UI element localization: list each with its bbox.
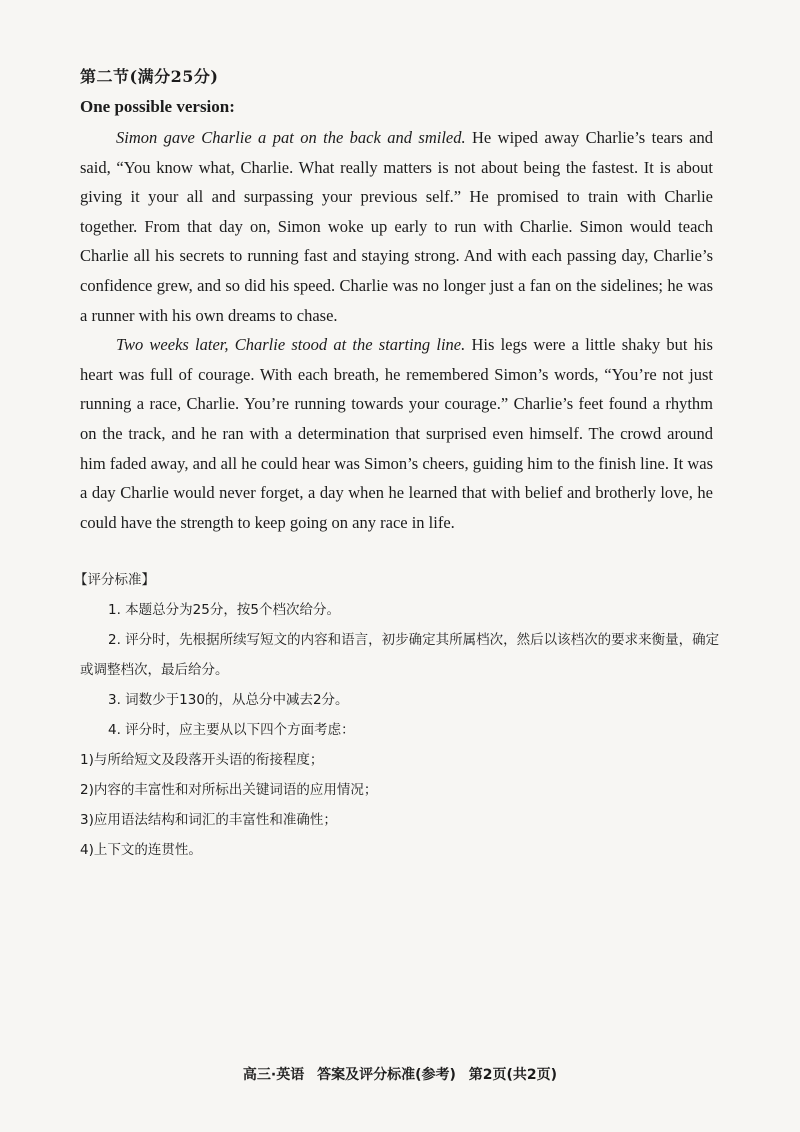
paragraph-1-opening: Simon gave Charlie a pat on the back and smiled.: [116, 128, 466, 147]
criteria-item: 3. 词数少于130的，从总分中减去2分。: [108, 692, 349, 708]
version-heading: One possible version:: [80, 97, 235, 116]
essay-paragraph-2: [80, 330, 713, 537]
criteria-sub-item: 1)与所给短文及段落开头语的衔接程度；: [80, 752, 324, 768]
essay-paragraph-1: [80, 123, 713, 330]
paragraph-1-body: He wiped away Charlie’s tears and said, “You know what, Charlie. What really matters is not about being the fastest. It is about giving it your all and surpassing your previous self.” He promised to train with Charlie together. From that day on, Simon woke up early to run with Charlie. Simon would teach Charlie all his secrets to running fast and staying strong. And with each passing day, Charlie’s confidence grew, and so did his speed. Charlie was no longer just a fan on the sidelines; he was a runner with his own dreams to chase.: [80, 128, 713, 325]
scoring-criteria: [74, 565, 720, 865]
section-header: 第二节(满分25分): [80, 67, 219, 86]
criteria-title: 【评分标准】: [74, 572, 155, 588]
criteria-item: 4. 评分时，应主要从以下四个方面考虑：: [108, 722, 355, 738]
criteria-sub-item: 4)上下文的连贯性。: [80, 842, 202, 858]
sample-essay: [80, 123, 713, 537]
paragraph-2-body: His legs were a little shaky but his heart was full of courage. With each breath, he remembered Simon’s words, “You’re not just running a race, Charlie. You’re running towards your courage.” Charlie’s feet found a rhythm on the track, and he ran with a determination that surprised even himself. The crowd around him faded away, and all he could hear was Simon’s cheers, guiding him to the finish line. It was a day Charlie would never forget, a day when he learned that with belief and brotherly love, he could have the strength to keep going on any race in life.: [80, 335, 713, 532]
criteria-item: 1. 本题总分为25分，按5个档次给分。: [108, 602, 340, 618]
paragraph-2-opening: Two weeks later, Charlie stood at the starting line.: [116, 335, 466, 355]
criteria-sub-item: 2)内容的丰富性和对所标出关键词语的应用情况；: [80, 782, 378, 798]
page-footer: 高三·英语 答案及评分标准(参考) 第2页(共2页): [242, 1067, 558, 1083]
criteria-sub-item: 3)应用语法结构和词汇的丰富性和准确性；: [80, 812, 337, 828]
criteria-item: 2. 评分时，先根据所续写短文的内容和语言，初步确定其所属档次，然后以该档次的要求来衡量，确定或调整档次，最后给分。: [80, 632, 720, 678]
